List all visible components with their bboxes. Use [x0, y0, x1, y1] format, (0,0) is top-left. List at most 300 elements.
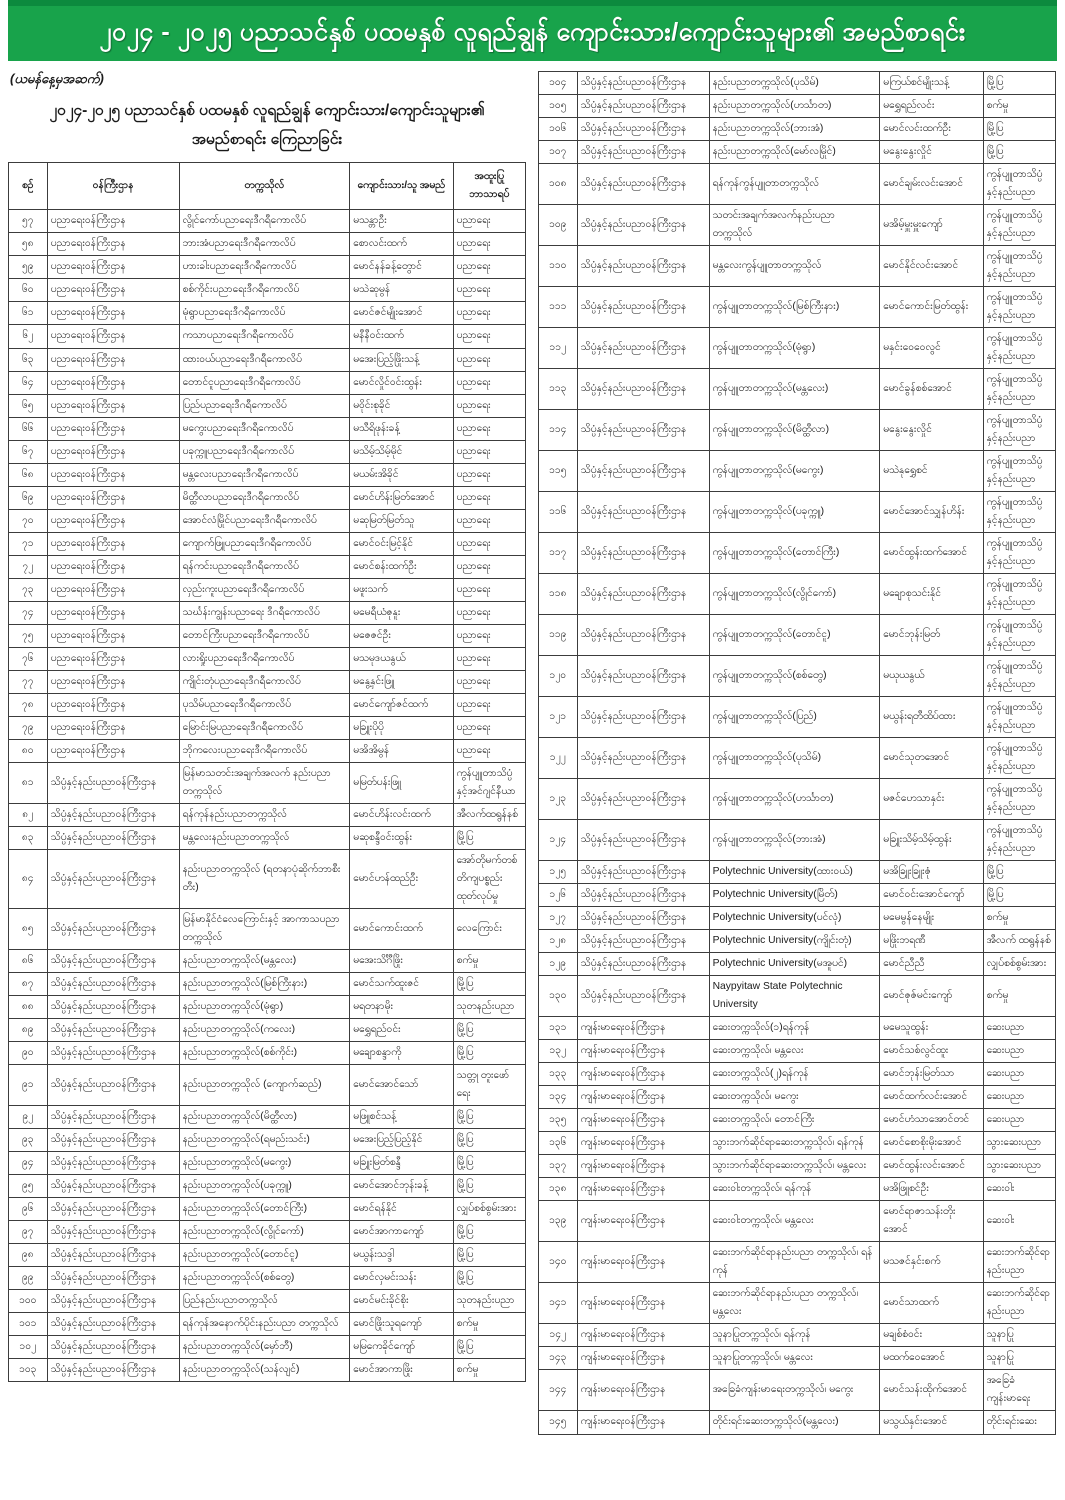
cell-no: ၇၀ [9, 509, 48, 532]
table-row [9, 647, 526, 670]
cell-student-name: မောင်လှိုင်ဝင်းထွန်း [350, 371, 453, 394]
cell-ministry: သိပ္ပံနှင့်နည်းပညာဝန်ကြီးဌာန [577, 327, 709, 368]
table-row [9, 440, 526, 463]
cell-university: ကွန်ပျူတာတက္ကသိုလ်(မကွေး) [709, 450, 880, 491]
cell-university: နည်းပညာတက္ကသိုလ် (ရတနာပုံဆိုက်ဘာစီးတီး) [179, 849, 350, 908]
cell-ministry: ပညာရေးဝန်ကြီးဌာန [47, 210, 179, 233]
cell-no: ၇၆ [9, 647, 48, 670]
cell-subject: ပညာရေး [453, 325, 525, 348]
cell-student-name: မောင်ဇင်မျိုးအောင် [350, 302, 453, 325]
table-row [539, 532, 1056, 573]
table-row [9, 233, 526, 256]
cell-no: ၉၈ [9, 1244, 48, 1267]
cell-university: နည်းပညာတက္ကသိုလ်(ဘားအံ) [709, 117, 880, 140]
cell-no: ၈၄ [9, 849, 48, 908]
table-row [9, 417, 526, 440]
table-row [539, 94, 1056, 117]
cell-subject: သုတနည်းပညာ [453, 1290, 525, 1313]
cell-no: ၁၀၇ [539, 140, 578, 163]
cell-student-name: မမေရီယံဇုနူး [350, 601, 453, 624]
cell-subject: ကွန်ပျူတာသိပ္ပံ နှင့်နည်းပညာ [983, 573, 1055, 614]
cell-student-name: မောင်ခွန်စစ်အောင် [880, 368, 983, 409]
cell-student-name: မမေမွန်နေမျိုး [880, 907, 983, 930]
table-row [9, 371, 526, 394]
cell-ministry: သိပ္ပံနှင့်နည်းပညာဝန်ကြီးဌာန [577, 930, 709, 953]
cell-ministry: သိပ္ပံနှင့်နည်းပညာဝန်ကြီးဌာန [577, 655, 709, 696]
cell-no: ၁၁၆ [539, 491, 578, 532]
cell-no: ၁၁၅ [539, 450, 578, 491]
cell-ministry: ပညာရေးဝန်ကြီးဌာန [47, 256, 179, 279]
table-row [9, 1267, 526, 1290]
cell-ministry: သိပ္ပံနှင့်နည်းပညာဝန်ကြီးဌာန [47, 1041, 179, 1064]
table-row [9, 555, 526, 578]
table-row [539, 1063, 1056, 1086]
cell-student-name: မထက်ဝေအောင် [880, 1347, 983, 1370]
table-row [9, 693, 526, 716]
cell-no: ၉၅ [9, 1175, 48, 1198]
cell-no: ၁၂၅ [539, 861, 578, 884]
cell-subject: ပညာရေး [453, 578, 525, 601]
cell-university: ကွန်ပျူတာတက္ကသိုလ်(စစ်တွေ) [709, 655, 880, 696]
cell-no: ၈၂ [9, 803, 48, 826]
table-row [539, 953, 1056, 976]
cell-no: ၅၇ [9, 210, 48, 233]
cell-subject: မြို့ပြ [453, 1221, 525, 1244]
cell-ministry: ပညာရေးဝန်ကြီးဌာန [47, 555, 179, 578]
table-row [539, 368, 1056, 409]
cell-subject: ကွန်ပျူတာသိပ္ပံ နှင့်နည်းပညာ [983, 286, 1055, 327]
document-title-line1: ၂၀၂၄-၂၀၂၅ ပညာသင်နှစ် ပထမနှစ် လူရည်ချွန် ကျောင်းသား/ကျောင်းသူများ၏ [49, 101, 485, 119]
cell-student-name: မောင်သန်းထိုက်အောင် [880, 1370, 983, 1411]
cell-student-name: မချောစုသင်းနိုင် [880, 573, 983, 614]
cell-student-name: မောင်ဟန်ထည်ဦး [350, 849, 453, 908]
cell-university: ဆေးတက္ကသိုလ်၊ တောင်ကြီး [709, 1109, 880, 1132]
cell-student-name: မောင်နိုင်လင်းအောင် [880, 245, 983, 286]
cell-university: ပြည်ပညာရေးဒီဂရီကောလိပ် [179, 394, 350, 417]
cell-subject: ပညာရေး [453, 233, 525, 256]
cell-student-name: မောင်ကျော်ဇင်ထက် [350, 693, 453, 716]
cell-subject: ဆေးဝါး [983, 1178, 1055, 1201]
cell-subject: ပညာရေး [453, 371, 525, 394]
cell-subject: ကွန်ပျူတာသိပ္ပံ နှင့်နည်းပညာ [983, 614, 1055, 655]
table-row [539, 573, 1056, 614]
cell-university: အောင်လံမြိုင်ပညာရေးဒီဂရီကောလိပ် [179, 509, 350, 532]
table-row [9, 826, 526, 849]
table-row [9, 256, 526, 279]
cell-no: ၁၀၅ [539, 94, 578, 117]
cell-ministry: သိပ္ပံနှင့်နည်းပညာဝန်ကြီးဌာန [47, 972, 179, 995]
cell-university: အခြေခံကျန်းမာရေးတက္ကသိုလ်၊ မကွေး [709, 1370, 880, 1411]
cell-university: နည်းပညာတက္ကသိုလ်(တောင်ကြီး) [179, 1198, 350, 1221]
cell-subject: မြို့ပြ [453, 1175, 525, 1198]
cell-no: ၁၁၇ [539, 532, 578, 573]
cell-student-name: မောင်လင်းထက်ဦး [880, 117, 983, 140]
cell-student-name: မောင်ရန်နိုင် [350, 1198, 453, 1221]
cell-subject: စက်မှု [983, 976, 1055, 1017]
cell-ministry: သိပ္ပံနှင့်နည်းပညာဝန်ကြီးဌာန [47, 908, 179, 949]
cell-ministry: ကျန်းမာရေးဝန်ကြီးဌာန [577, 1063, 709, 1086]
table-row [539, 1411, 1056, 1434]
cell-ministry: သိပ္ပံနှင့်နည်းပညာဝန်ကြီးဌာန [577, 450, 709, 491]
cell-ministry: ကျန်းမာရေးဝန်ကြီးဌာန [577, 1040, 709, 1063]
cell-student-name: မယမ်းအိခိုင် [350, 463, 453, 486]
cell-no: ၆၄ [9, 371, 48, 394]
cell-subject: ပညာရေး [453, 394, 525, 417]
cell-subject: အခြေခံ ကျန်းမာရေး [983, 1370, 1055, 1411]
cell-university: မုံရွာပညာရေးဒီဂရီကောလိပ် [179, 302, 350, 325]
cell-university: စစ်ကိုင်းပညာရေးဒီဂရီကောလိပ် [179, 279, 350, 302]
cell-student-name: မောင်ဘုန်းမြတ်သာ [880, 1063, 983, 1086]
cell-ministry: ပညာရေးဝန်ကြီးဌာန [47, 279, 179, 302]
cell-university: Polytechnic University(မအူပင်) [709, 953, 880, 976]
table-row [539, 409, 1056, 450]
cell-student-name: မမြတ်ပန်းဖြူ [350, 762, 453, 803]
cell-no: ၉၇ [9, 1221, 48, 1244]
cell-ministry: ကျန်းမာရေးဝန်ကြီးဌာန [577, 1109, 709, 1132]
table-row [9, 716, 526, 739]
cell-no: ၆၇ [9, 440, 48, 463]
cell-subject: ပညာရေး [453, 463, 525, 486]
cell-university: ဘိုကလေးပညာရေးဒီဂရီကောလိပ် [179, 739, 350, 762]
table-row [539, 1347, 1056, 1370]
cell-subject: ပညာရေး [453, 601, 525, 624]
cell-no: ၈၉ [9, 1018, 48, 1041]
cell-ministry: ပညာရေးဝန်ကြီးဌာန [47, 601, 179, 624]
cell-subject: မြို့ပြ [983, 884, 1055, 907]
cell-subject: မြို့ပြ [453, 1244, 525, 1267]
cell-university: Polytechnic University(မြိတ်) [709, 884, 880, 907]
table-row [9, 1359, 526, 1382]
cell-ministry: သိပ္ပံနှင့်နည်းပညာဝန်ကြီးဌာန [47, 1313, 179, 1336]
cell-university: နည်းပညာတက္ကသိုလ်(လွိုင်ကော်) [179, 1221, 350, 1244]
cell-ministry: သိပ္ပံနှင့်နည်းပညာဝန်ကြီးဌာန [577, 163, 709, 204]
cell-no: ၆၂ [9, 325, 48, 348]
cell-university: ရန်ကုန်ကွန်ပျူတာတက္ကသိုလ် [709, 163, 880, 204]
cell-ministry: သိပ္ပံနှင့်နည်းပညာဝန်ကြီးဌာန [47, 995, 179, 1018]
cell-no: ၆၃ [9, 348, 48, 371]
cell-ministry: ကျန်းမာရေးဝန်ကြီးဌာန [577, 1324, 709, 1347]
cell-subject: ဆေးပညာ [983, 1017, 1055, 1040]
cell-student-name: မအေးပြည့်ဖြိုးသန့် [350, 348, 453, 371]
table-row [9, 325, 526, 348]
cell-subject: ပညာရေး [453, 486, 525, 509]
cell-ministry: သိပ္ပံနှင့်နည်းပညာဝန်ကြီးဌာန [47, 1065, 179, 1106]
cell-ministry: သိပ္ပံနှင့်နည်းပညာဝန်ကြီးဌာန [577, 140, 709, 163]
cell-university: ကွန်ပျူတာတက္ကသိုလ်(တောင်ငူ) [709, 614, 880, 655]
cell-student-name: မရွှေရည်ဝင်း [350, 1018, 453, 1041]
cell-subject: အီလက်ထရွန်နစ် [453, 803, 525, 826]
cell-no: ၁၁၂ [539, 327, 578, 368]
cell-subject: စက်မှု [453, 1313, 525, 1336]
cell-subject: သွားဆေးပညာ [983, 1155, 1055, 1178]
cell-ministry: သိပ္ပံနှင့်နည်းပညာဝန်ကြီးဌာန [577, 71, 709, 94]
cell-subject: ဆေးဝါး [983, 1201, 1055, 1242]
table-row [9, 486, 526, 509]
cell-university: ထားဝယ်ပညာရေးဒီဂရီကောလိပ် [179, 348, 350, 371]
cell-subject: ကွန်ပျူတာသိပ္ပံ နှင့်နည်းပညာ [983, 163, 1055, 204]
cell-ministry: ကျန်းမာရေးဝန်ကြီးဌာန [577, 1242, 709, 1283]
cell-student-name: မဆုမြတ်မြတ်သူ [350, 509, 453, 532]
table-row [9, 1041, 526, 1064]
cell-university: Polytechnic University(ပင်လုံ) [709, 907, 880, 930]
cell-student-name: မသဲဆုမွန် [350, 279, 453, 302]
cell-university: သင်္ဃန်းကျွန်းပညာရေး ဒီဂရီကောလိပ် [179, 601, 350, 624]
cell-university: နည်းပညာတက္ကသိုလ်(ကလေး) [179, 1018, 350, 1041]
cell-ministry: သိပ္ပံနှင့်နည်းပညာဝန်ကြီးဌာန [577, 532, 709, 573]
cell-subject: သူနာပြု [983, 1347, 1055, 1370]
cell-ministry: ပညာရေးဝန်ကြီးဌာန [47, 463, 179, 486]
table-row [9, 1018, 526, 1041]
cell-ministry: ပညာရေးဝန်ကြီးဌာန [47, 624, 179, 647]
cell-university: ကွန်ပျူတာတက္ကသိုလ်(ပုသိမ်) [709, 738, 880, 779]
cell-ministry: သိပ္ပံနှင့်နည်းပညာဝန်ကြီးဌာန [577, 117, 709, 140]
cell-student-name: မောင်အာကာကျော် [350, 1221, 453, 1244]
cell-ministry: ပညာရေးဝန်ကြီးဌာန [47, 417, 179, 440]
cell-ministry: သိပ္ပံနှင့်နည်းပညာဝန်ကြီးဌာန [47, 803, 179, 826]
table-row [539, 696, 1056, 737]
cell-student-name: မောင်ထက်လင်းအောင် [880, 1086, 983, 1109]
cell-university: နည်းပညာတက္ကသိုလ်(တောင်ငူ) [179, 1244, 350, 1267]
table-row [539, 614, 1056, 655]
cell-subject: ကွန်ပျူတာသိပ္ပံ နှင့်နည်းပညာ [983, 491, 1055, 532]
cell-student-name: မယုယနွယ် [880, 655, 983, 696]
cell-student-name: မသိမ့်သိမ့်မိုင် [350, 440, 453, 463]
cell-no: ၉၃ [9, 1129, 48, 1152]
cell-subject: ပညာရေး [453, 647, 525, 670]
cell-no: ၁၃၂ [539, 1040, 578, 1063]
cell-student-name: မသမုဒယနွယ် [350, 647, 453, 670]
table-row [9, 1152, 526, 1175]
cell-ministry: သိပ္ပံနှင့်နည်းပညာဝန်ကြီးဌာန [47, 1267, 179, 1290]
cell-subject: ဆေးပညာ [983, 1040, 1055, 1063]
cell-subject: ပညာရေး [453, 279, 525, 302]
table-row [9, 972, 526, 995]
cell-university: မန္တလေးနည်းပညာတက္ကသိုလ် [179, 826, 350, 849]
cell-no: ၁၃၄ [539, 1086, 578, 1109]
cell-ministry: သိပ္ပံနှင့်နည်းပညာဝန်ကြီးဌာန [577, 368, 709, 409]
cell-ministry: ပညာရေးဝန်ကြီးဌာန [47, 509, 179, 532]
cell-student-name: မသွယ်နှင်းအောင် [880, 1411, 983, 1434]
cell-subject: ဆေးပညာ [983, 1109, 1055, 1132]
header-ministry: ဝန်ကြီးဌာန [47, 163, 179, 210]
cell-no: ၁၀၆ [539, 117, 578, 140]
cell-subject: ကွန်ပျူတာသိပ္ပံ နှင့်အင်ဂျင်နီယာ [453, 762, 525, 803]
cell-university: ကျိုင်းတုံပညာရေးဒီဂရီကောလိပ် [179, 670, 350, 693]
cell-student-name: မောင်သက်ထူးဇင် [350, 972, 453, 995]
cell-student-name: မောင်သုတအောင် [880, 738, 983, 779]
table-row [539, 204, 1056, 245]
cell-ministry: ပညာရေးဝန်ကြီးဌာန [47, 302, 179, 325]
cell-university: မြန်မာသတင်းအချက်အလက် နည်းပညာတက္ကသိုလ် [179, 762, 350, 803]
table-row [9, 532, 526, 555]
cell-university: ဟားခါးပညာရေးဒီဂရီကောလိပ် [179, 256, 350, 279]
cell-no: ၁၂၈ [539, 930, 578, 953]
cell-university: ကွန်ပျူတာတက္ကသိုလ်(ဘားအံ) [709, 820, 880, 861]
cell-ministry: ကျန်းမာရေးဝန်ကြီးဌာန [577, 1201, 709, 1242]
cell-student-name: မမြကေခိုင်ကျော် [350, 1336, 453, 1359]
cell-subject: ပညာရေး [453, 210, 525, 233]
cell-no: ၉၁ [9, 1065, 48, 1106]
cell-subject: သူနာပြု [983, 1324, 1055, 1347]
cell-ministry: သိပ္ပံနှင့်နည်းပညာဝန်ကြီးဌာန [47, 826, 179, 849]
cell-student-name: မချောစန္ဒာကို [350, 1041, 453, 1064]
table-row [9, 210, 526, 233]
cell-university: လားရှိုးပညာရေးဒီဂရီကောလိပ် [179, 647, 350, 670]
table-row [9, 348, 526, 371]
table-row [9, 670, 526, 693]
cell-ministry: ကျန်းမာရေးဝန်ကြီးဌာန [577, 1411, 709, 1434]
cell-student-name: မောင်ထွန်းလင်းအောင် [880, 1155, 983, 1178]
cell-university: ရန်ကင်းပညာရေးဒီဂရီကောလိပ် [179, 555, 350, 578]
cell-university: မြောင်းမြပညာရေးဒီဂရီကောလိပ် [179, 716, 350, 739]
table-row [539, 820, 1056, 861]
cell-university: ဆေးဝါးတက္ကသိုလ်၊ ရန်ကုန် [709, 1178, 880, 1201]
cell-university: ပုသိမ်ပညာရေးဒီဂရီကောလိပ် [179, 693, 350, 716]
cell-student-name: မသဲနုရွှေစင် [880, 450, 983, 491]
cell-student-name: မောင်ဝင်းအောင်ကျော် [880, 884, 983, 907]
cell-university: ကွန်ပျူတာတက္ကသိုလ်(ပခုက္ကူ) [709, 491, 880, 532]
cell-subject: မြို့ပြ [983, 71, 1055, 94]
cell-no: ၁၃၁ [539, 1017, 578, 1040]
cell-ministry: သိပ္ပံနှင့်နည်းပညာဝန်ကြီးဌာန [47, 1359, 179, 1382]
cell-ministry: သိပ္ပံနှင့်နည်းပညာဝန်ကြီးဌာန [577, 953, 709, 976]
cell-student-name: မသဇင်နှင်းစက် [880, 1242, 983, 1283]
cell-subject: ကွန်ပျူတာသိပ္ပံ နှင့်နည်းပညာ [983, 245, 1055, 286]
cell-no: ၁၃၀ [539, 976, 578, 1017]
cell-no: ၁၄၄ [539, 1370, 578, 1411]
cell-no: ၇၇ [9, 670, 48, 693]
table-row [539, 884, 1056, 907]
cell-no: ၆၀ [9, 279, 48, 302]
cell-subject: မြို့ပြ [453, 826, 525, 849]
table-row [539, 491, 1056, 532]
cell-student-name: မဖူးသက် [350, 578, 453, 601]
table-row [9, 624, 526, 647]
cell-subject: လျှပ်စစ်စွမ်းအား [453, 1198, 525, 1221]
cell-student-name: မောင်နန်ခန့်တွောင် [350, 256, 453, 279]
cell-student-name: မောင်ချမ်းလင်းအောင် [880, 163, 983, 204]
cell-ministry: ကျန်းမာရေးဝန်ကြီးဌာန [577, 1132, 709, 1155]
cell-student-name: မကြယ်စင်မျိုးသန့် [880, 71, 983, 94]
cell-student-name: မောင်ကောင်းထက် [350, 908, 453, 949]
cell-subject: ကွန်ပျူတာသိပ္ပံ နှင့်နည်းပညာ [983, 450, 1055, 491]
cell-ministry: ပညာရေးဝန်ကြီးဌာန [47, 348, 179, 371]
cell-ministry: ကျန်းမာရေးဝန်ကြီးဌာန [577, 1155, 709, 1178]
cell-no: ၁၄၁ [539, 1283, 578, 1324]
cell-subject: ကွန်ပျူတာသိပ္ပံ နှင့်နည်းပညာ [983, 327, 1055, 368]
cell-no: ၅၈ [9, 233, 48, 256]
cell-university: ကျောက်ဖြူပညာရေးဒီဂရီကောလိပ် [179, 532, 350, 555]
table-row [9, 739, 526, 762]
cell-university: ပြည်နည်းပညာတက္ကသိုလ် [179, 1290, 350, 1313]
cell-ministry: သိပ္ပံနှင့်နည်းပညာဝန်ကြီးဌာန [577, 94, 709, 117]
cell-subject: ပညာရေး [453, 417, 525, 440]
cell-no: ၁၀၂ [9, 1336, 48, 1359]
cell-ministry: သိပ္ပံနှင့်နည်းပညာဝန်ကြီးဌာန [577, 204, 709, 245]
table-row [539, 1040, 1056, 1063]
cell-no: ၁၂၆ [539, 884, 578, 907]
cell-student-name: မောင်ကောင်းမြတ်ထွန်း [880, 286, 983, 327]
cell-no: ၁၀၁ [9, 1313, 48, 1336]
cell-student-name: မောင်ညီညီ [880, 953, 983, 976]
cell-subject: သတ္တု တူးဖော်ရေး [453, 1065, 525, 1106]
cell-student-name: မနီနီဝင်းထက် [350, 325, 453, 348]
table-row [9, 849, 526, 908]
cell-student-name: မောင်ရာဇာသန်းတိုး အောင် [880, 1201, 983, 1242]
cell-university: ကွန်ပျူတာတက္ကသိုလ်(မန္တလေး) [709, 368, 880, 409]
cell-ministry: သိပ္ပံနှင့်နည်းပညာဝန်ကြီးဌာန [47, 1018, 179, 1041]
table-row [9, 803, 526, 826]
cell-no: ၁၃၇ [539, 1155, 578, 1178]
cell-ministry: သိပ္ပံနှင့်နည်းပညာဝန်ကြီးဌာန [577, 409, 709, 450]
cell-subject: မြို့ပြ [453, 1336, 525, 1359]
cell-no: ၁၂၁ [539, 696, 578, 737]
continuation-note: (ယမန်နေ့မှအဆက်) [10, 70, 104, 86]
cell-subject: ပညာရေး [453, 555, 525, 578]
cell-no: ၈၇ [9, 972, 48, 995]
cell-no: ၁၂၉ [539, 953, 578, 976]
cell-university: ကွန်ပျူတာတက္ကသိုလ်(မိတ္ထီလာ) [709, 409, 880, 450]
cell-no: ၉၀ [9, 1041, 48, 1064]
cell-subject: ပညာရေး [453, 624, 525, 647]
cell-ministry: ကျန်းမာရေးဝန်ကြီးဌာန [577, 1086, 709, 1109]
cell-ministry: သိပ္ပံနှင့်နည်းပညာဝန်ကြီးဌာန [577, 861, 709, 884]
cell-ministry: ကျန်းမာရေးဝန်ကြီးဌာန [577, 1347, 709, 1370]
cell-ministry: သိပ္ပံနှင့်နည်းပညာဝန်ကြီးဌာန [47, 1221, 179, 1244]
cell-university: လွိုင်ကော်ပညာရေးဒီဂရီကောလိပ် [179, 210, 350, 233]
header-subject: အထူးပြု ဘာသာရပ် [453, 163, 525, 210]
cell-no: ၆၉ [9, 486, 48, 509]
cell-university: မိတ္ထီလာပညာရေးဒီဂရီကောလိပ် [179, 486, 350, 509]
document-title-line2: အမည်စာရင်း ကြေညာခြင်း [191, 130, 343, 148]
cell-ministry: သိပ္ပံနှင့်နည်းပညာဝန်ကြီးဌာန [47, 1244, 179, 1267]
cell-student-name: မအိမ့်မှူးမှူးကျော် [880, 204, 983, 245]
cell-subject: ကွန်ပျူတာသိပ္ပံ နှင့်နည်းပညာ [983, 204, 1055, 245]
cell-student-name: မနွေးနွေးလှိုင် [880, 409, 983, 450]
cell-subject: ပညာရေး [453, 693, 525, 716]
cell-subject: စက်မှု [453, 1359, 525, 1382]
table-row [9, 1336, 526, 1359]
cell-no: ၁၁၄ [539, 409, 578, 450]
cell-university: နည်းပညာတက္ကသိုလ်(စစ်ကိုင်း) [179, 1041, 350, 1064]
cell-ministry: ကျန်းမာရေးဝန်ကြီးဌာန [577, 1283, 709, 1324]
cell-student-name: မသန္တာဦး [350, 210, 453, 233]
cell-subject: ဆေးဘက်ဆိုင်ရာ နည်းပညာ [983, 1283, 1055, 1324]
cell-subject: ပညာရေး [453, 739, 525, 762]
cell-no: ၈၃ [9, 826, 48, 849]
cell-ministry: ပညာရေးဝန်ကြီးဌာန [47, 233, 179, 256]
cell-no: ၇၁ [9, 532, 48, 555]
cell-ministry: ပညာရေးဝန်ကြီးဌာန [47, 716, 179, 739]
cell-student-name: မောင်မင်းခိုင်စိုး [350, 1290, 453, 1313]
cell-student-name: မနွေးနွေးလှိုင် [880, 140, 983, 163]
cell-no: ၁၃၆ [539, 1132, 578, 1155]
table-row [539, 1201, 1056, 1242]
table-row [539, 738, 1056, 779]
cell-student-name: မောင်သာထက် [880, 1283, 983, 1324]
cell-university: ရန်ကုန်အနောက်ပိုင်းနည်းပညာ တက္ကသိုလ် [179, 1313, 350, 1336]
table-row [9, 601, 526, 624]
cell-no: ၁၀၉ [539, 204, 578, 245]
cell-subject: ကွန်ပျူတာသိပ္ပံ နှင့်နည်းပညာ [983, 532, 1055, 573]
cell-university: နည်းပညာတက္ကသိုလ်(မှော်ဘီ) [179, 1336, 350, 1359]
cell-university: နည်းပညာတက္ကသိုလ်(မိတ္ထီလာ) [179, 1106, 350, 1129]
table-row [9, 908, 526, 949]
cell-no: ၁၄၅ [539, 1411, 578, 1434]
cell-student-name: မချစ်စံဝင်း [880, 1324, 983, 1347]
cell-subject: ပညာရေး [453, 348, 525, 371]
cell-subject: ဆေးဘက်ဆိုင်ရာ နည်းပညာ [983, 1242, 1055, 1283]
